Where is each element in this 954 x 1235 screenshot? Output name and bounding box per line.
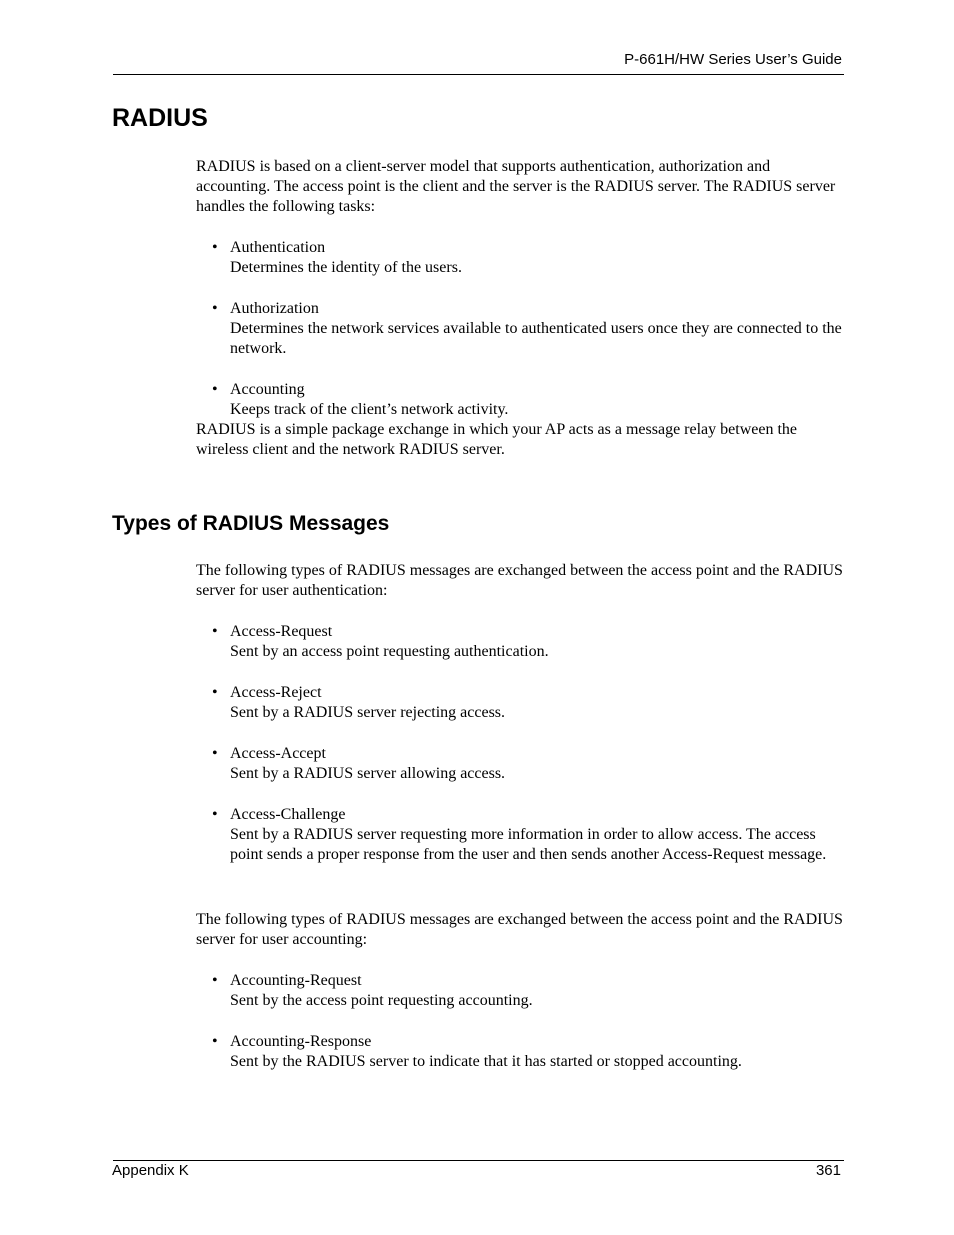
list-item-description: Keeps track of the client’s network activity. — [230, 401, 509, 418]
header-title: P-661H/HW Series User’s Guide — [624, 51, 842, 68]
list-item-description: Sent by a RADIUS server requesting more information in order to allow access. The access point sends a proper response from the user and then sends another Access-Request message. — [230, 826, 827, 863]
list-item-term: Access-Reject — [230, 684, 322, 701]
list-item-term: Access-Request — [230, 623, 333, 640]
list-item-term: Authentication — [230, 239, 326, 256]
list-item-term: Access-Accept — [230, 745, 326, 762]
list-item — [196, 805, 844, 825]
footer-page-number: 361 — [815, 1162, 841, 1179]
auth-intro-paragraph: The following types of RADIUS messages are exchanged between the access point and the RADIUS server for user authentication: — [196, 562, 843, 599]
footer-rule — [113, 1160, 844, 1161]
list-item — [196, 380, 844, 400]
list-item — [196, 299, 844, 319]
list-item-term: Accounting-Request — [230, 972, 362, 989]
list-item — [196, 971, 844, 991]
list-item — [196, 744, 844, 764]
acct-messages-body — [196, 910, 844, 1072]
list-item — [196, 238, 844, 258]
list-item-term: Accounting — [230, 381, 305, 398]
list-item-term: Accounting-Response — [230, 1033, 372, 1050]
footer-appendix-label: Appendix K — [112, 1162, 189, 1179]
list-item-description: Sent by an access point requesting authentication. — [230, 643, 549, 660]
list-item-description: Sent by a RADIUS server rejecting access. — [230, 704, 506, 721]
auth-messages-body — [196, 561, 844, 865]
list-item — [196, 683, 844, 703]
list-item-description: Sent by a RADIUS server allowing access. — [230, 765, 506, 782]
list-item-description: Sent by the RADIUS server to indicate that it has started or stopped accounting. — [230, 1053, 742, 1070]
radius-section-body — [196, 157, 844, 460]
radius-intro-paragraph: RADIUS is based on a client-server model that supports authentication, authorization and accounting. The access point is the client and the server is the RADIUS server. The RADIUS server handles the following tasks: — [196, 158, 836, 215]
list-item — [196, 622, 844, 642]
list-item-term: Authorization — [230, 300, 319, 317]
list-item-description: Determines the identity of the users. — [230, 259, 462, 276]
radius-outro-paragraph: RADIUS is a simple package exchange in which your AP acts as a message relay between the wireless client and the network RADIUS server. — [196, 421, 797, 458]
list-item-description: Sent by the access point requesting accounting. — [230, 992, 533, 1009]
list-item — [196, 1032, 844, 1052]
header-rule — [113, 74, 844, 75]
acct-intro-paragraph: The following types of RADIUS messages are exchanged between the access point and the RADIUS server for user accounting: — [196, 911, 843, 948]
section-heading-radius: RADIUS — [112, 104, 208, 132]
section-heading-message-types: Types of RADIUS Messages — [112, 512, 390, 535]
list-item-description: Determines the network services available to authenticated users once they are connected to the network. — [230, 320, 842, 357]
list-item-term: Access-Challenge — [230, 806, 346, 823]
